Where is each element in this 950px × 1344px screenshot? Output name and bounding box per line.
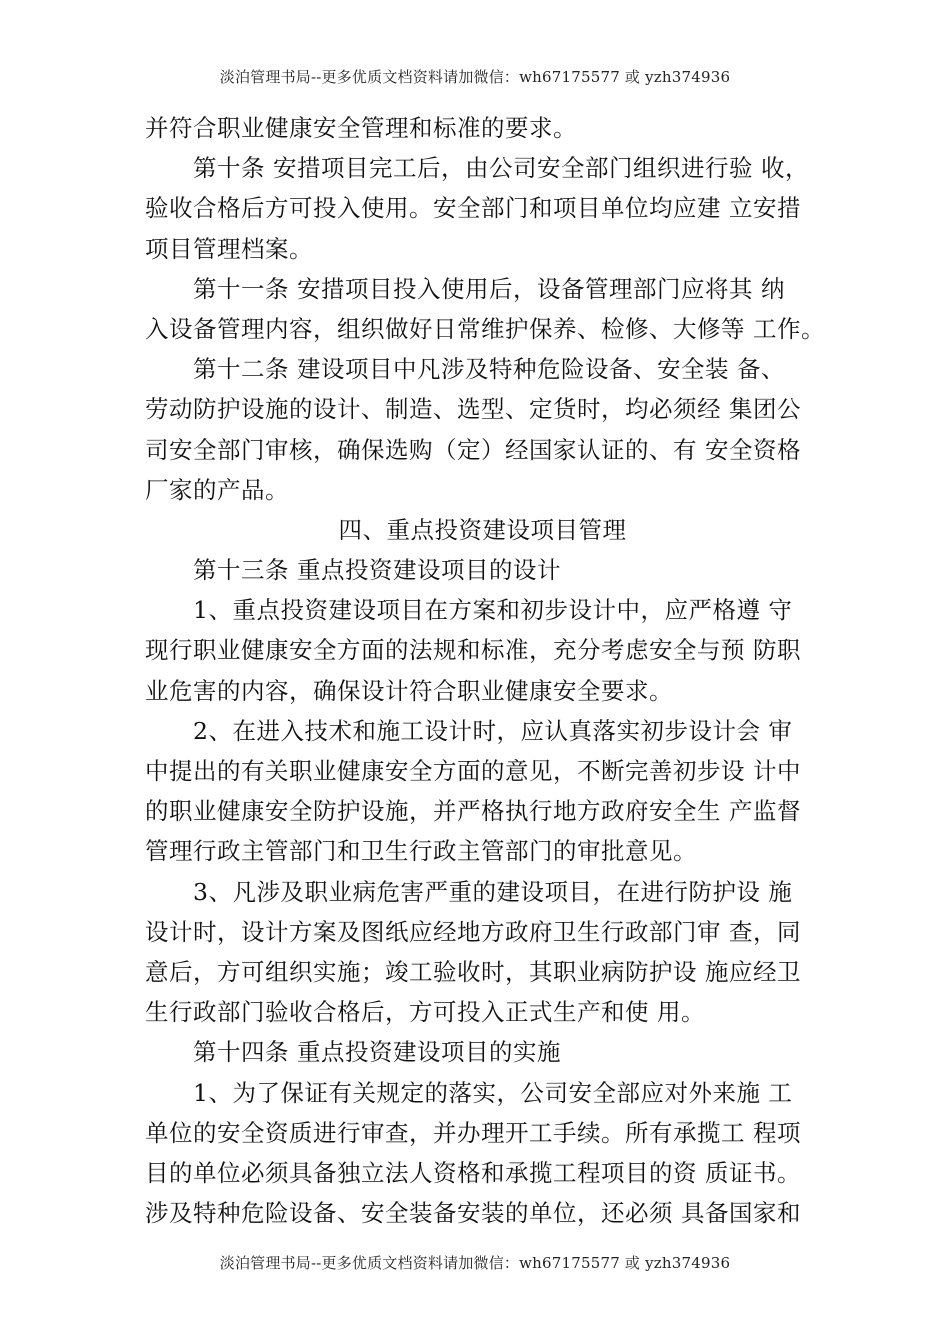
article-13-heading: 第十三条 重点投资建设项目的设计: [193, 556, 561, 585]
document-body: [145, 108, 825, 1233]
text-line: 单位的安全资质进行审查，并办理开工手续。所有承揽工 程项: [145, 1118, 801, 1147]
item-3-line: 3、凡涉及职业病危害严重的建设项目，在进行防护设 施: [193, 877, 793, 906]
item-1-line: 1、为了保证有关规定的落实，公司安全部应对外来施 工: [193, 1078, 793, 1107]
text-line: 中提出的有关职业健康安全方面的意见，不断完善初步设 计中: [145, 757, 801, 785]
text-line: 验收合格后方可投入使用。安全部门和项目单位均应建 立安措: [145, 194, 801, 223]
text-line: 项目管理档案。: [145, 234, 313, 263]
text-line: 目的单位必须具备独立法人资格和承揽工程项目的资 质证书。: [145, 1158, 801, 1187]
article-12-line: 第十二条 建设项目中凡涉及特种危险设备、安全装 备、: [193, 355, 785, 384]
text-line: 业危害的内容，确保设计符合职业健康安全要求。: [145, 676, 673, 705]
text-line: 的职业健康安全防护设施，并严格执行地方政府安全生 产监督: [145, 797, 801, 826]
page-header: 淡泊管理书局--更多优质文档资料请加微信：wh67175577 或 yzh374936: [219, 68, 731, 86]
section-heading: 四、重点投资建设项目管理: [338, 515, 627, 544]
text-line: 意后，方可组织实施；竣工验收时，其职业病防护设 施应经卫: [145, 957, 801, 986]
item-2-line: 2、在进入技术和施工设计时，应认真落实初步设计会 审: [193, 716, 793, 745]
item-1-line: 1、重点投资建设项目在方案和初步设计中，应严格遵 守: [193, 596, 793, 625]
text-line: 并符合职业健康安全管理和标准的要求。: [145, 114, 577, 142]
text-line: 生行政部门验收合格后，方可投入正式生产和使 用。: [145, 998, 705, 1027]
text-line: 入设备管理内容，组织做好日常维护保养、检修、大修等 工作。: [145, 314, 825, 343]
text-line: 劳动防护设施的设计、制造、选型、定货时，均必须经 集团公: [145, 395, 801, 424]
text-line: 涉及特种危险设备、安全装备安装的单位，还必须 具备国家和: [145, 1199, 801, 1228]
text-line: 现行职业健康安全方面的法规和标准，充分考虑安全与预 防职: [145, 636, 801, 665]
text-line: 厂家的产品。: [145, 475, 289, 504]
article-11-line: 第十一条 安措项目投入使用后，设备管理部门应将其 纳: [193, 274, 785, 303]
text-line: 设计时，设计方案及图纸应经地方政府卫生行政部门审 查，同: [145, 917, 801, 946]
text-line: 司安全部门审核，确保选购（定）经国家认证的、有 安全资格: [145, 435, 801, 464]
article-10-line: 第十条 安措项目完工后，由公司安全部门组织进行验 收，: [193, 154, 809, 183]
article-14-heading: 第十四条 重点投资建设项目的实施: [193, 1038, 561, 1067]
page-footer: 淡泊管理书局--更多优质文档资料请加微信：wh67175577 或 yzh374936: [219, 1254, 731, 1272]
text-line: 管理行政主管部门和卫生行政主管部门的审批意见。: [145, 837, 697, 866]
